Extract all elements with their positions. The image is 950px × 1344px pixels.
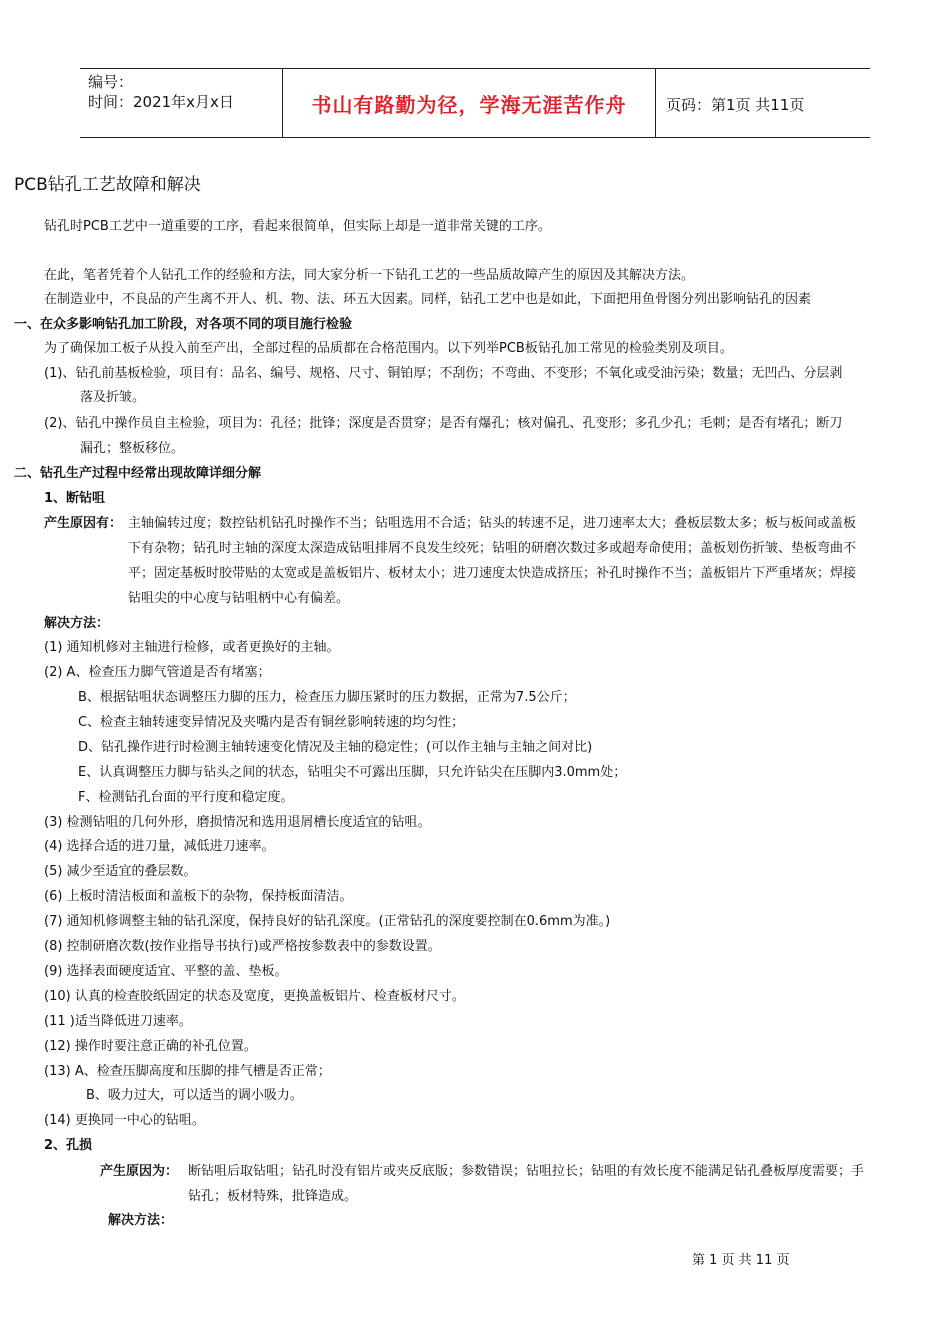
- solution-item: (8) 控制研磨次数(按作业指导书执行)或严格按参数表中的参数设置。: [44, 939, 441, 954]
- cause-label: 产生原因有：: [44, 516, 123, 531]
- solution-item: (11 )适当降低进刀速率。: [44, 1014, 192, 1029]
- intro-paragraph: 在此，笔者凭着个人钻孔工作的经验和方法，同大家分析一下钻孔工艺的一些品质故障产生的原因及其解决方法。: [44, 268, 695, 283]
- solution-item: (12) 操作时要注意正确的补孔位置。: [44, 1039, 257, 1054]
- section-lead: 为了确保加工板子从投入前至产出，全部过程的品质都在合格范围内。以下列举PCB板钻孔加工常见的检验类别及项目。: [44, 341, 733, 356]
- solution-item: C、检查主轴转速变异情况及夹嘴内是否有铜丝影响转速的均匀性；: [78, 715, 465, 730]
- page-footer: 第 1 页 共 11 页: [692, 1253, 790, 1268]
- cause-line: 钻孔；板材特殊，批锋造成。: [188, 1189, 358, 1204]
- cause-line: 断钻咀后取钻咀；钻孔时没有铝片或夹反底版；参数错误；钻咀拉长；钻咀的有效长度不能满足钻孔叠板厚度需要；手: [188, 1164, 865, 1179]
- date-label: 时间：2021年x月x日: [88, 93, 234, 111]
- solution-item: (10) 认真的检查胶纸固定的状态及宽度，更换盖板铝片、检查板材尺寸。: [44, 989, 465, 1004]
- solution-item: (14) 更换同一中心的钻咀。: [44, 1113, 205, 1128]
- subsection-heading: 1、断钻咀: [44, 491, 106, 506]
- document-title: PCB钻孔工艺故障和解决: [14, 175, 201, 195]
- header-page-cell: [656, 69, 870, 137]
- motto: 书山有路勤为径，学海无涯苦作舟: [311, 93, 627, 117]
- solution-item: B、根据钻咀状态调整压力脚的压力，检查压力脚压紧时的压力数据，正常为7.5公斤；: [78, 690, 576, 705]
- header-motto-cell: [282, 69, 656, 137]
- solution-item: E、认真调整压力脚与钻头之间的状态，钻咀尖不可露出压脚，只允许钻尖在压脚内3.0mm处；: [78, 765, 627, 780]
- code-label: 编号：: [88, 73, 134, 91]
- cause-line: 下有杂物；钻孔时主轴的深度太深造成钻咀排屑不良发生绞死；钻咀的研磨次数过多或超寿命使用；盖板划伤折皱、垫板弯曲不: [128, 541, 857, 556]
- subsection-heading: 2、孔损: [44, 1138, 93, 1153]
- intro-paragraph: 在制造业中，不良品的产生离不开人、机、物、法、环五大因素。同样，钻孔工艺中也是如此，下面把用鱼骨图分列出影响钻孔的因素: [44, 292, 812, 307]
- solution-item: (6) 上板时清洁板面和盖板下的杂物，保持板面清洁。: [44, 889, 353, 904]
- solution-item: (2) A、检查压力脚气管道是否有堵塞；: [44, 665, 271, 680]
- list-item: (1)、钻孔前基板检验，项目有：品名、编号、规格、尺寸、铜铂厚；不刮伤；不弯曲、不变形；不氧化或受油污染；数量；无凹凸、分层剥: [44, 366, 843, 381]
- list-item: (2)、钻孔中操作员自主检验，项目为：孔径；批锋；深度是否贯穿；是否有爆孔；核对偏孔、孔变形；多孔少孔；毛刺；是否有堵孔；断刀: [44, 416, 843, 431]
- solution-item: D、钻孔操作进行时检测主轴转速变化情况及主轴的稳定性；(可以作主轴与主轴之间对比): [78, 740, 593, 755]
- solution-item: (7) 通知机修调整主轴的钻孔深度，保持良好的钻孔深度。(正常钻孔的深度要控制在0.6mm为准。): [44, 914, 611, 929]
- header-table: [80, 68, 870, 138]
- header-left-cell: [80, 69, 282, 137]
- cause-line: 钻咀尖的中心度与钻咀柄中心有偏差。: [128, 591, 350, 606]
- solution-label: 解决方法：: [44, 616, 110, 631]
- list-item-continuation: 落及折皱。: [80, 390, 146, 405]
- intro-paragraph: 钻孔时PCB工艺中一道重要的工序，看起来很简单，但实际上却是一道非常关键的工序。: [44, 219, 551, 234]
- solution-item: B、吸力过大，可以适当的调小吸力。: [86, 1088, 303, 1103]
- solution-item: (5) 减少至适宜的叠层数。: [44, 864, 197, 879]
- cause-line: 主轴偏转过度；数控钻机钻孔时操作不当；钻咀选用不合适；钻头的转速不足，进刀速率太大；叠板层数太多；板与板间或盖板: [128, 516, 857, 531]
- cause-line: 平；固定基板时胶带贴的太宽或是盖板铝片、板材太小；进刀速度太快造成挤压；补孔时操作不当；盖板铝片下严重堵灰；焊接: [128, 566, 857, 581]
- cause-label: 产生原因为：: [100, 1164, 179, 1179]
- list-item-continuation: 漏孔；整板移位。: [80, 441, 185, 456]
- solution-item: F、检测钻孔台面的平行度和稳定度。: [78, 790, 294, 805]
- solution-item: (4) 选择合适的进刀量，减低进刀速率。: [44, 839, 275, 854]
- page-number-label: 页码：第1页 共11页: [666, 96, 805, 114]
- solution-item: (3) 检测钻咀的几何外形，磨损情况和选用退屑槽长度适宜的钻咀。: [44, 815, 431, 830]
- solution-label: 解决方法：: [108, 1213, 174, 1228]
- section-heading: 一、在众多影响钻孔加工阶段，对各项不同的项目施行检验: [14, 317, 353, 332]
- solution-item: (13) A、检查压脚高度和压脚的排气槽是否正常；: [44, 1064, 331, 1079]
- solution-item: (1) 通知机修对主轴进行检修，或者更换好的主轴。: [44, 640, 340, 655]
- solution-item: (9) 选择表面硬度适宜、平整的盖、垫板。: [44, 964, 288, 979]
- section-heading: 二、钻孔生产过程中经常出现故障详细分解: [14, 466, 262, 481]
